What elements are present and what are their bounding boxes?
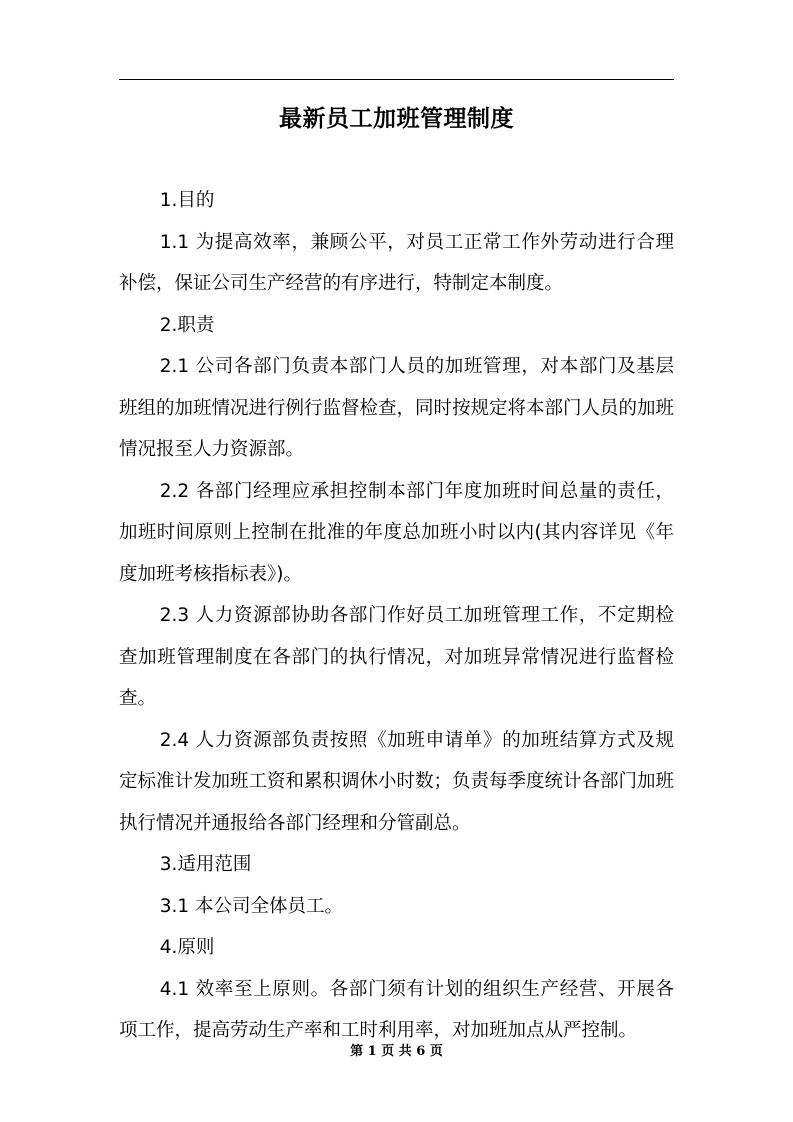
section-heading-duties: 2.职责 xyxy=(159,314,215,336)
paragraph-2-2: 2.2 各部门经理应承担控制本部门年度加班时间总量的责任，加班时间原则上控制在批准的年度总加班小时以内(其内容详见《年度加班考核指标表》)。 xyxy=(119,480,674,585)
header-rule xyxy=(119,79,674,80)
section-heading-scope: 3.适用范围 xyxy=(159,854,252,875)
page-title: 最新员工加班管理制度 xyxy=(279,106,514,132)
paragraph-2-3: 2.3 人力资源部协助各部门作好员工加班管理工作，不定期检查加班管理制度在各部门的执行情况，对加班异常情况进行监督检查。 xyxy=(119,605,674,709)
section-heading-purpose: 1.目的 xyxy=(159,190,215,211)
paragraph-2-1: 2.1 公司各部门负责本部门人员的加班管理，对本部门及基层班组的加班情况进行例行监督检查，同时按规定将本部门人员的加班情况报至人力资源部。 xyxy=(119,356,675,460)
page-number: 第 1 页 共 6 页 xyxy=(350,1044,443,1059)
paragraph-1-1: 1.1 为提高效率，兼顾公平，对员工正常工作外劳动进行合理补偿，保证公司生产经营的有序进行，特制定本制度。 xyxy=(119,231,674,294)
paragraph-4-1: 4.1 效率至上原则。各部门须有计划的组织生产经营、开展各项工作，提高劳动生产率和工时利用率，对加班加点从严控制。 xyxy=(119,978,674,1041)
section-heading-principles: 4.原则 xyxy=(159,937,215,958)
paragraph-3-1: 3.1 本公司全体员工。 xyxy=(159,895,343,917)
document-body xyxy=(119,180,674,1052)
paragraph-2-4: 2.4 人力资源部负责按照《加班申请单》的加班结算方式及规定标准计发加班工资和累积调休小时数；负责每季度统计各部门加班执行情况并通报给各部门经理和分管副总。 xyxy=(119,729,675,834)
